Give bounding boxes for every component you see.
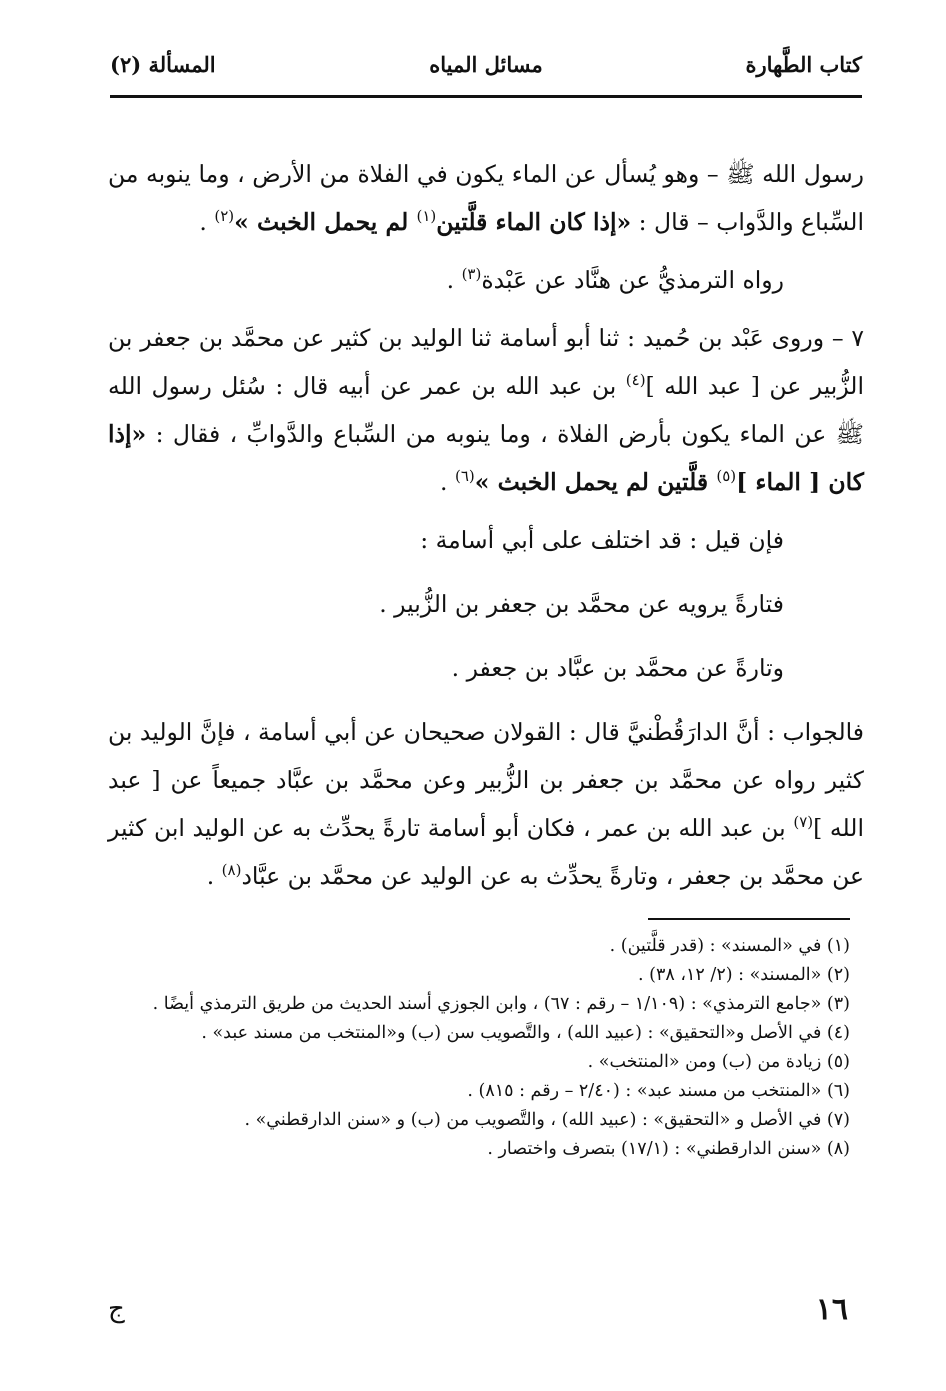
- text-span: .: [199, 208, 215, 236]
- hadith-quote: قلَّتين لم يحمل الخبث »: [474, 468, 717, 496]
- text-span: رسول الله ﷺ – وهو يُسأل عن الماء يكون في الفلاة من الأرض ، وما ينوبه من السِّباع والدَّواب – قال :: [108, 160, 864, 236]
- footnote-ref-4: (٤): [625, 371, 646, 390]
- footnote-8: (٨) «سنن الدارقطني» : (١٧/١) بتصرف واختصار .: [487, 1139, 850, 1159]
- hadith-quote: لم يحمل الخبث »: [234, 208, 417, 236]
- paragraph-6: وتارةً عن محمَّد بن عبَّاد بن جعفر .: [451, 654, 784, 682]
- footnote-2: (٢) «المسند» : (٢/ ١٢، ٣٨) .: [638, 965, 850, 985]
- text-span: رواه الترمذيُّ عن هنَّاد عن عَبْدة: [481, 266, 784, 294]
- text-span: بن عبد الله بن عمر ، فكان أبو أسامة تارةً يحدِّث به عن الوليد ابن كثير عن محمَّد بن جعفر ، وتارةً يحدِّث به عن الوليد عن محمَّد بن عبَّاد: [108, 814, 864, 890]
- footnotes: [108, 932, 850, 1164]
- footnote-ref-8: (٨): [221, 861, 242, 880]
- footnote-4: (٤) في الأصل و«التحقيق» : (عبيد الله) ، والتَّصويب سن (ب) و«المنتخب من مسند عبد» .: [201, 1023, 850, 1043]
- header-rule: [110, 95, 862, 98]
- paragraph-2: [108, 256, 864, 304]
- page-number: ١٦: [815, 1292, 848, 1327]
- footnote-ref-1: (١): [416, 207, 437, 226]
- paragraph-4: فإن قيل : قد اختلف على أبي أسامة :: [420, 526, 784, 554]
- paragraph-1: [108, 150, 864, 246]
- running-header: [110, 52, 862, 92]
- text-span: .: [206, 862, 222, 890]
- footnote-7: (٧) في الأصل و «التحقيق» : (عبيد الله) ، والتَّصويب من (ب) و «سنن الدارقطني» .: [244, 1110, 850, 1130]
- footnote-6: (٦) «المنتخب من مسند عبد» : (٢/٤٠ – رقم : ٨١٥) .: [467, 1081, 850, 1101]
- footnote-ref-5: (٥): [716, 467, 737, 486]
- header-issue-number: المسألة (٢): [110, 52, 216, 77]
- main-text: [108, 150, 864, 910]
- page-footer: [108, 1292, 848, 1332]
- text-span: فالجواب : أنَّ الدارَقُطْنيَّ قال : القولان صحيحان عن أبي أسامة ، فإنَّ الوليد بن كثير رواه عن محمَّد بن جعفر بن الزُّبير وعن محمَّد بن عبَّاد جميعاً عن [ عبد الله ]: [108, 718, 864, 842]
- header-book-title: كتاب الطَّهارة: [745, 52, 862, 77]
- paragraph-7: [108, 708, 864, 900]
- footnote-1: (١) في «المسند» : (قدر قلَّتين) .: [609, 936, 850, 956]
- header-chapter-title: مسائل المياه: [429, 52, 543, 77]
- footnote-5: (٥) زيادة من (ب) ومن «المنتخب» .: [587, 1052, 850, 1072]
- hadith-quote: «إذا كان الماء قلَّتين: [436, 208, 632, 236]
- footnote-ref-7: (٧): [793, 813, 814, 832]
- footnote-ref-2: (٢): [214, 207, 235, 226]
- paragraph-3: [108, 314, 864, 506]
- footnote-3: (٣) «جامع الترمذي» : (١/١٠٩ – رقم : ٦٧) ، وابن الجوزي أسند الحديث من طريق الترمذي أيضًا .: [152, 994, 850, 1014]
- paragraph-5: فتارةً يرويه عن محمَّد بن جعفر بن الزُّبير .: [379, 590, 784, 618]
- footnote-ref-6: (٦): [454, 467, 475, 486]
- text-span: بن عبد الله بن عمر عن أبيه قال : سُئل رسول الله ﷺ عن الماء يكون بأرض الفلاة ، وما ينوبه من السِّباع والدَّوابِّ ، فقال :: [108, 372, 864, 448]
- hadith-quote: «إذا كان [ الماء ]: [108, 420, 864, 496]
- text-span: .: [440, 468, 455, 496]
- footnote-ref-3: (٣): [461, 265, 482, 284]
- footnote-rule: [648, 918, 850, 920]
- text-span: .: [446, 266, 462, 294]
- text-span: ٧ – وروى عَبْد بن حُميد : ثنا أبو أسامة ثنا الوليد بن كثير عن محمَّد بن جعفر بن الزُّبير عن [ عبد الله ]: [108, 324, 865, 400]
- signature-mark: ج: [108, 1294, 125, 1324]
